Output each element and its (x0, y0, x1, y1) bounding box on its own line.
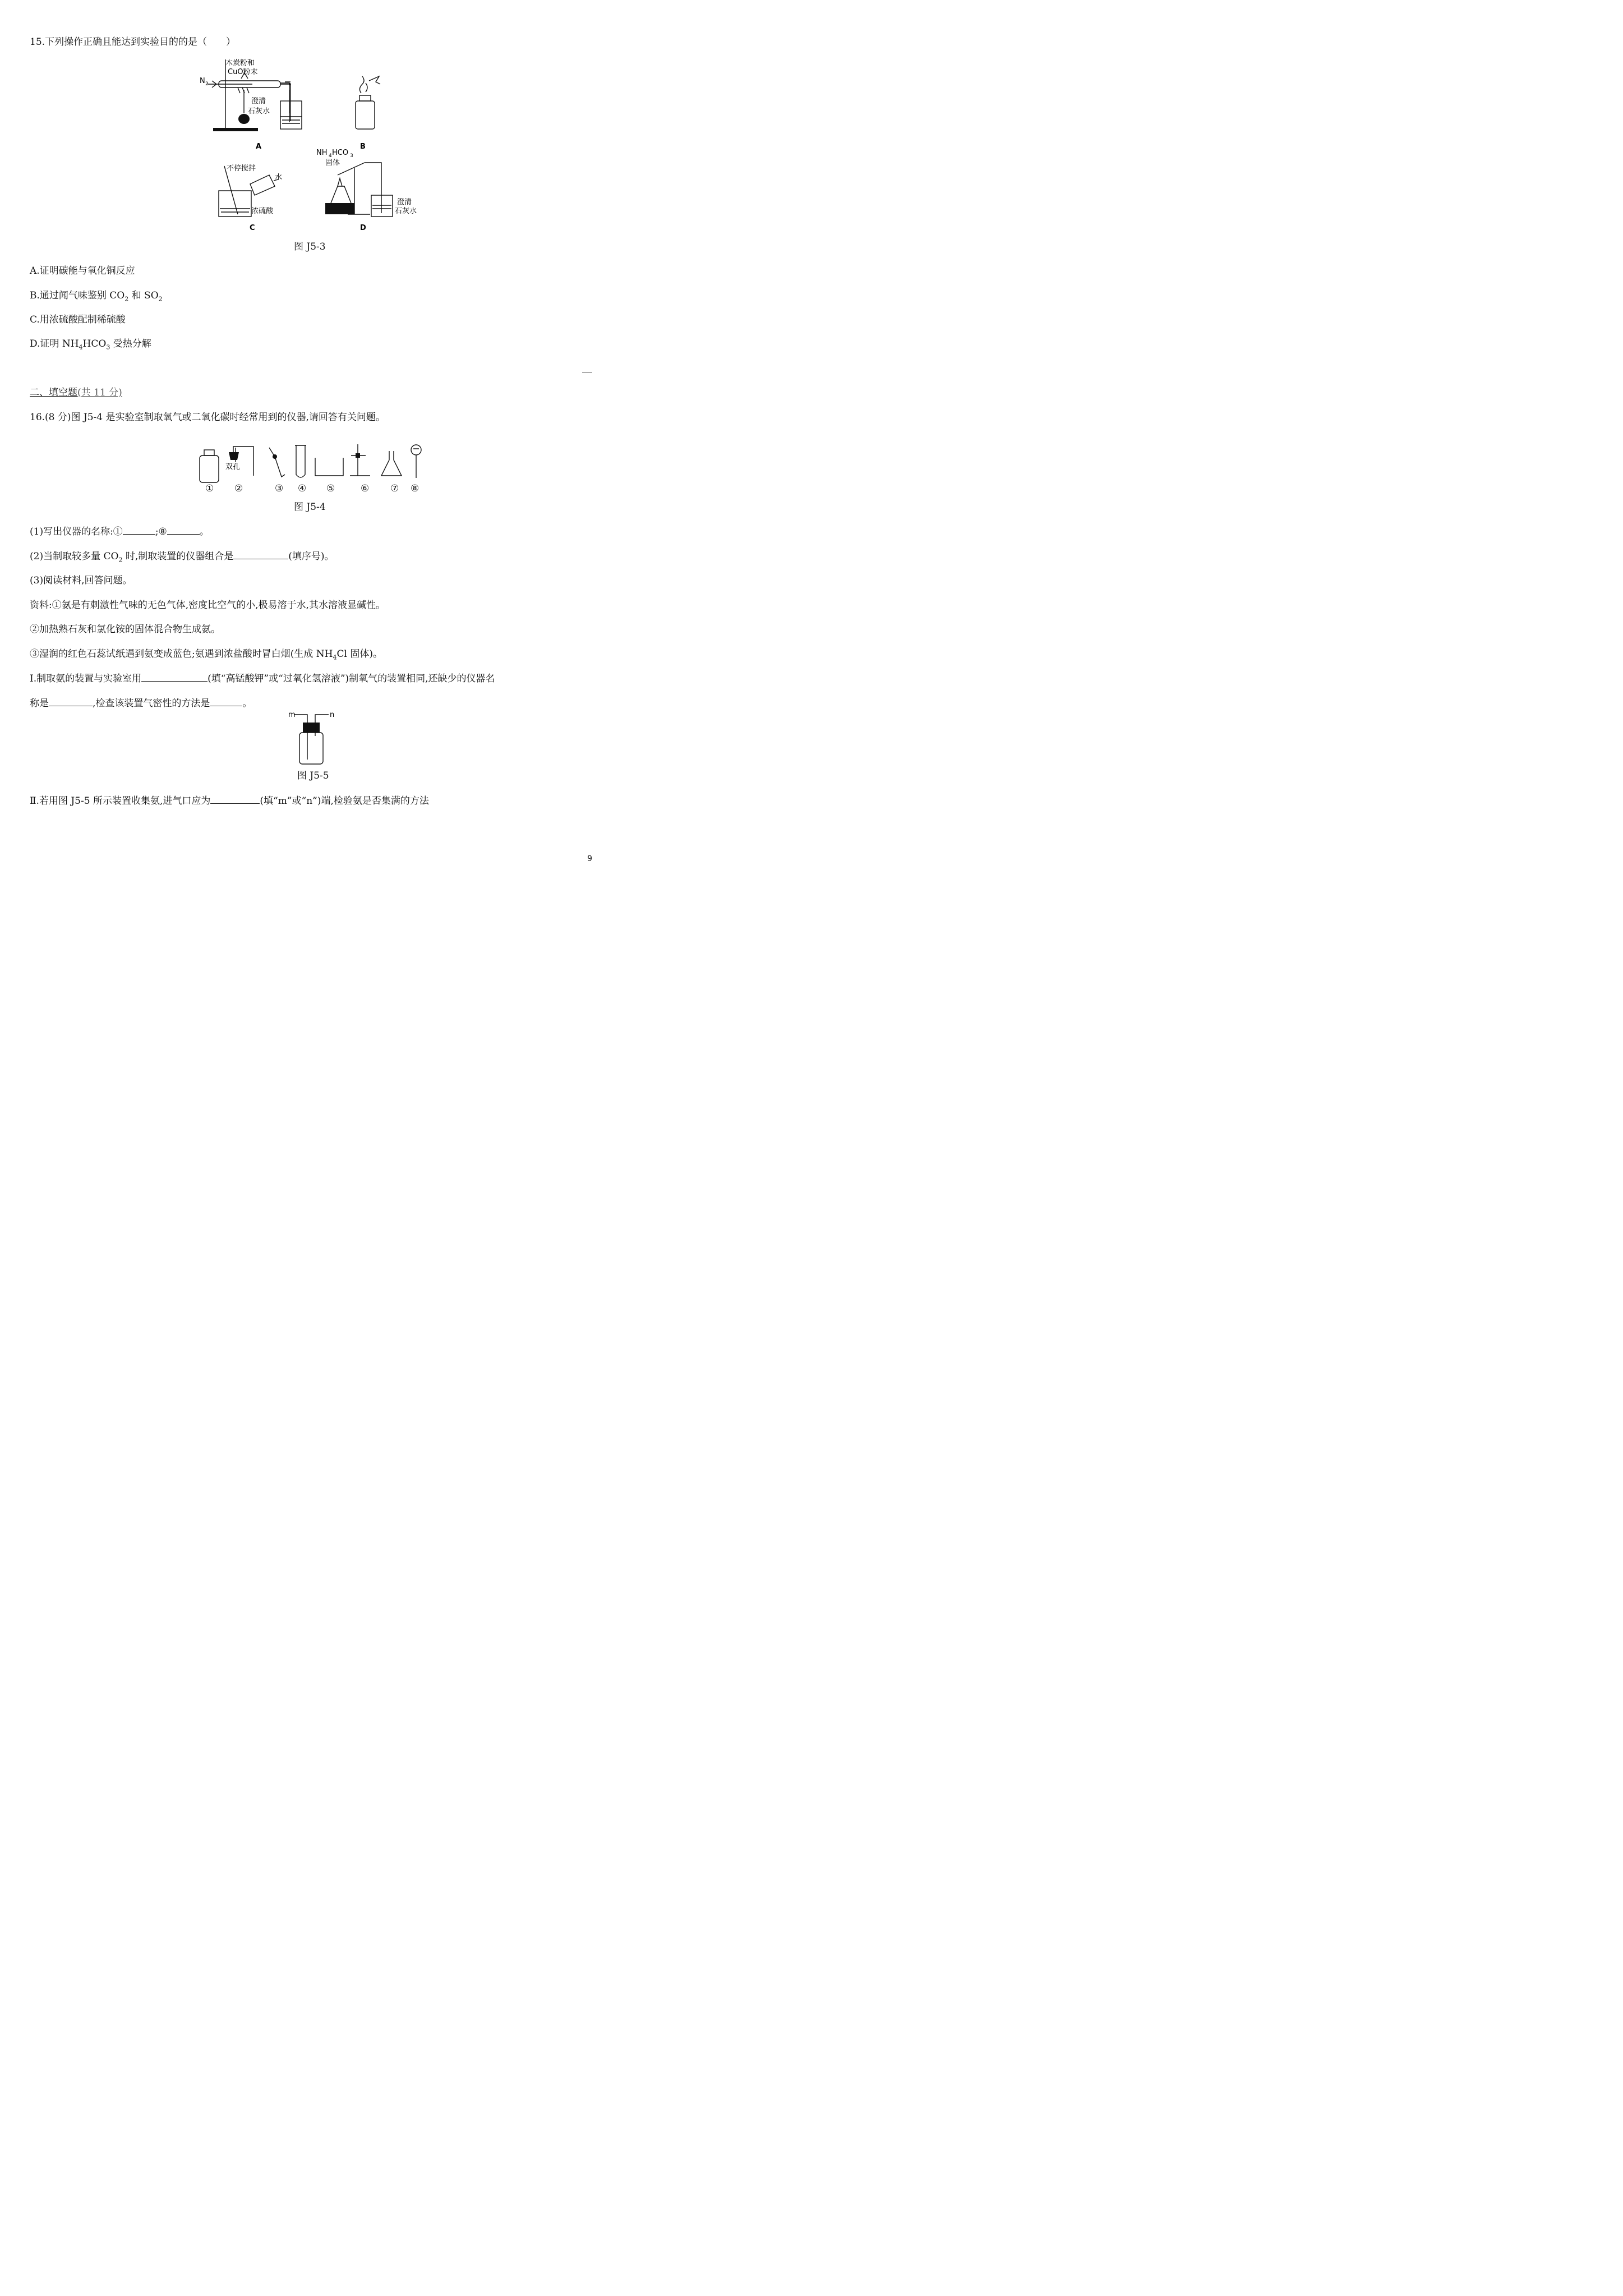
instrument-number: ③ (275, 483, 284, 494)
panel-a-label: A (256, 142, 262, 151)
material-2: ②加热熟石灰和氯化铵的固体混合物生成氨。 (30, 624, 220, 635)
panel-d-lime-1: 澄清 (397, 198, 412, 206)
q16-i-line-1: Ⅰ.制取氨的装置与实验室用 (填“高锰酸钾”或“过氧化氢溶液”)制氧气的装置相同,还缺少的仪器名 (30, 673, 495, 684)
panel-c-water: 水 (275, 173, 283, 182)
figure-j5-5 (286, 710, 336, 766)
panel-a-lime-1: 澄清 (251, 97, 266, 105)
material-1: 资料:①氨是有刺激性气味的无色气体,密度比空气的小,极易溶于水,其水溶液显碱性。 (30, 600, 385, 611)
figure-j5-3-caption: 图 J5-3 (294, 241, 326, 252)
panel-a-gas-in: N (200, 77, 205, 85)
instrument-number: ① (205, 483, 214, 494)
answer-blank[interactable] (167, 525, 200, 535)
q16-part-3: (3)阅读材料,回答问题。 (30, 575, 132, 586)
answer-blank[interactable] (210, 697, 242, 706)
panel-a-lime-2: 石灰水 (248, 107, 270, 116)
panel-c-label: C (250, 224, 255, 232)
instrument-4-test-tube (295, 445, 306, 477)
fig5-right-label: n (330, 711, 335, 719)
instrument-6-iron-stand (350, 444, 370, 476)
q16-part-2: (2)当制取较多量 $CO_2$ 时,制取装置的仪器组合是 (填序号)。 (30, 551, 334, 564)
instrument-number: ⑦ (390, 483, 399, 494)
q15-stem: 15.下列操作正确且能达到实验目的的是（ ） (30, 36, 236, 48)
margin-dash (582, 372, 592, 373)
q15-option-c: C.用浓硫酸配制稀硫酸 (30, 314, 126, 325)
q16-ii-line: Ⅱ.若用图 J5-5 所示装置收集氨,进气口应为 (填“m”或“n”)端,检验氨是否集满的方法 (30, 795, 429, 807)
fig5-left-label: m (288, 711, 296, 719)
answer-blank[interactable] (141, 672, 208, 682)
answer-blank[interactable] (210, 794, 260, 804)
instrument-2-stopper (229, 447, 253, 476)
q16-part-1: (1)写出仪器的名称:① ;⑧ 。 (30, 526, 209, 537)
instrument-5-trough (315, 458, 343, 476)
instrument-number: ⑥ (361, 483, 370, 494)
instrument-number-row (0, 482, 617, 495)
section-heading: 二、填空题(共 11 分) (30, 387, 122, 398)
panel-d-solid-1: NH (316, 149, 328, 157)
page-number: 9 (587, 854, 592, 863)
panel-d-solid-sub2: 3 (350, 153, 353, 159)
panel-c-stir: 不停搅拌 (227, 164, 256, 173)
instrument-number: ⑤ (326, 483, 335, 494)
answer-blank[interactable] (123, 525, 155, 535)
figure-j5-5-caption: 图 J5-5 (297, 770, 329, 781)
panel-d-lime-2: 石灰水 (395, 207, 417, 215)
q15-option-a: A.证明碳能与氧化铜反应 (30, 265, 135, 277)
q16-i-line-2: 称是 ,检查该装置气密性的方法是 。 (30, 698, 252, 709)
answer-blank[interactable] (49, 697, 93, 706)
panel-c-acid: 浓硫酸 (251, 207, 274, 215)
panel-d-solid-2: HCO (332, 149, 349, 157)
panel-d-solid-3: 固体 (325, 159, 340, 167)
material-3: ③湿润的红色石蕊试纸遇到氨变成蓝色;氨遇到浓盐酸时冒白烟(生成 $NH_4Cl$ 固体)。 (30, 648, 382, 661)
instrument-1-bottle (200, 450, 219, 482)
panel-b-apparatus (356, 76, 380, 129)
panel-d-apparatus (325, 163, 393, 217)
panel-b-label: B (360, 142, 366, 151)
instrument-3-rubber-tube (269, 448, 285, 477)
panel-d-label: D (360, 224, 366, 232)
instrument-number: ⑧ (411, 483, 419, 494)
instrument-number: ④ (298, 483, 307, 494)
panel-d-solid-sub1: 4 (329, 153, 332, 159)
q16-stem: 16.(8 分)图 J5-4 是实验室制取氧气或二氧化碳时经常用到的仪器,请回答有关问题。 (30, 412, 385, 423)
panel-a-gas-in-sub: 2 (205, 81, 209, 87)
q15-option-d: D.证明 $NH_4HCO_3$ 受热分解 (30, 338, 151, 351)
figure-j5-3 (191, 56, 449, 241)
instrument-7-conical-flask (381, 451, 402, 476)
figure-j5-4-caption: 图 J5-4 (294, 501, 326, 513)
panel-a-callout-2: CuO粉末 (228, 68, 258, 76)
q15-option-b: B.通过闻气味鉴别 $CO_2$ 和 $SO_2$ (30, 290, 163, 303)
instrument-2-label: 双孔 (225, 463, 241, 471)
answer-blank[interactable] (233, 550, 288, 559)
instrument-number: ② (234, 483, 243, 494)
instrument-8-funnel (411, 445, 421, 478)
panel-a-callout-1: 木炭粉和 (225, 59, 255, 67)
